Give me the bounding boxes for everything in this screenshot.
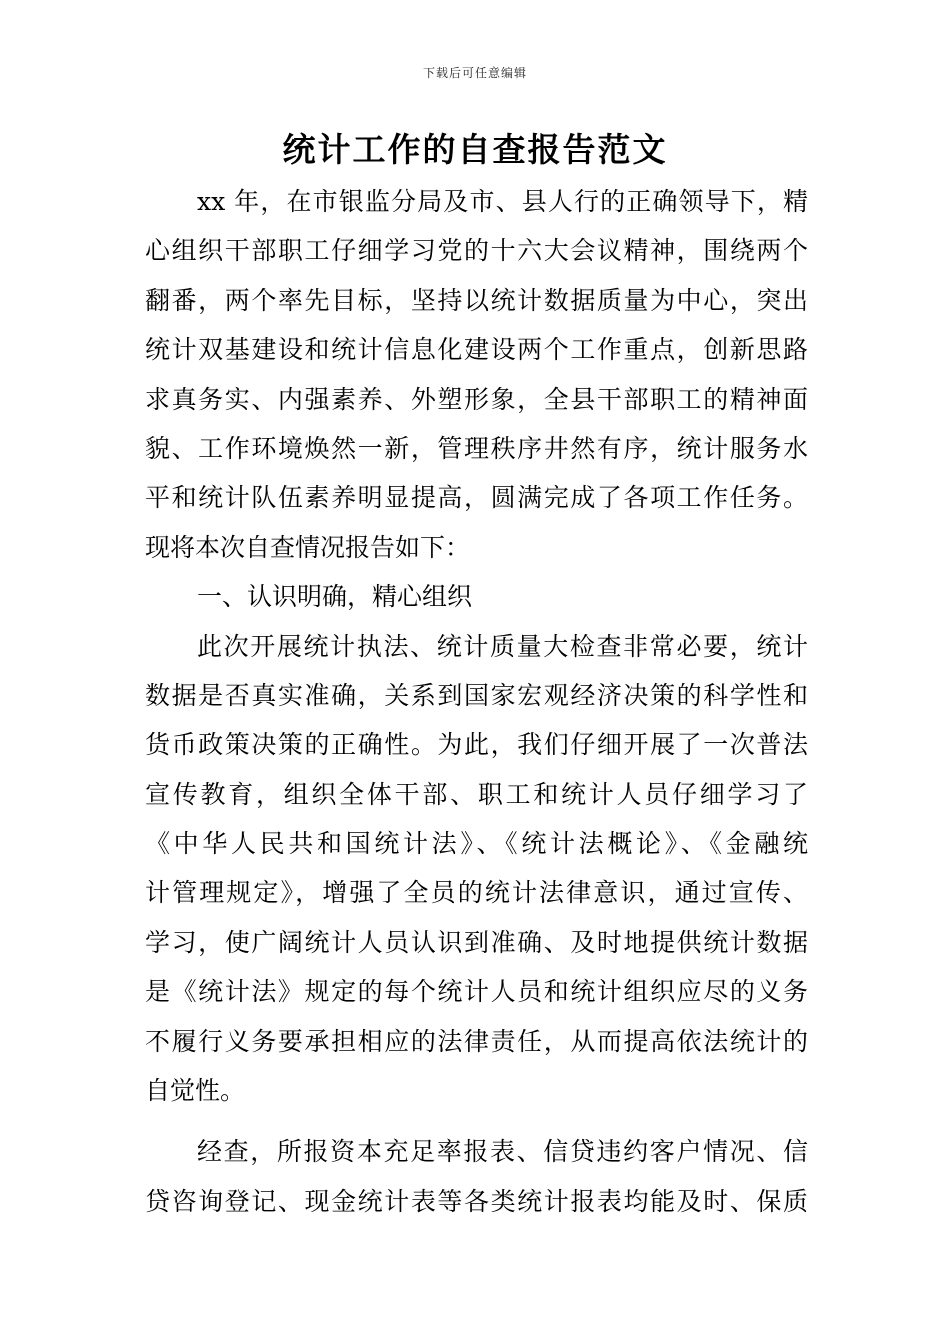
paragraph-line: 自觉性。 (145, 1076, 246, 1106)
paragraph-line: 翻番，两个率先目标，坚持以统计数据质量为中心，突出 (145, 285, 808, 315)
paragraph-line: 此次开展统计执法、统计质量大检查非常必要，统计 (197, 631, 808, 661)
paragraph-line: 贷咨询登记、现金统计表等各类统计报表均能及时、保质 (145, 1186, 808, 1216)
paragraph-line: 平和统计队伍素养明显提高，圆满完成了各项工作任务。 (145, 483, 808, 513)
header-note: 下载后可任意编辑 (422, 66, 527, 80)
paragraph-line: 心组织干部职工仔细学习党的十六大会议精神，围绕两个 (145, 236, 808, 266)
paragraph-line: 统计双基建设和统计信息化建设两个工作重点，创新思路 (145, 335, 808, 365)
paragraph-line: 是《统计法》规定的每个统计人员和统计组织应尽的义务 (145, 977, 808, 1007)
paragraph-3 (145, 1127, 808, 1226)
paragraph-line: 《中华人民共和国统计法》、《统计法概论》、《金融统 (145, 829, 808, 859)
paragraph-2 (145, 622, 808, 1116)
paragraph-gap (145, 1115, 808, 1127)
paragraph-line: 数据是否真实准确，关系到国家宏观经济决策的科学性和 (145, 680, 808, 710)
paragraph-line: 宣传教育，组织全体干部、职工和统计人员仔细学习了 (145, 779, 808, 809)
paragraph-line: 求真务实、内强素养、外塑形象，全县干部职工的精神面 (145, 384, 808, 414)
section-heading-1 (145, 572, 808, 621)
paragraph-line: 貌、工作环境焕然一新，管理秩序井然有序，统计服务水 (145, 433, 808, 463)
paragraph-line: xx 年，在市银监分局及市、县人行的正确领导下，精 (197, 187, 808, 216)
paragraph-line: 现将本次自查情况报告如下： (145, 532, 471, 562)
paragraph-line: 货币政策决策的正确性。为此，我们仔细开展了一次普法 (145, 730, 808, 760)
document-title: 统计工作的自查报告范文 (282, 130, 668, 169)
paragraph-line: 不履行义务要承担相应的法律责任，从而提高依法统计的 (145, 1026, 808, 1056)
paragraph-line: 经查，所报资本充足率报表、信贷违约客户情况、信 (197, 1137, 808, 1167)
section-heading-text: 一、认识明确，精心组织 (197, 582, 473, 612)
paragraph-line: 学习，使广阔统计人员认识到准确、及时地提供统计数据 (145, 927, 808, 957)
document-body (145, 177, 808, 1226)
paragraph-1 (145, 177, 808, 572)
paragraph-line: 计管理规定》，增强了全员的统计法律意识，通过宣传、 (145, 878, 808, 908)
